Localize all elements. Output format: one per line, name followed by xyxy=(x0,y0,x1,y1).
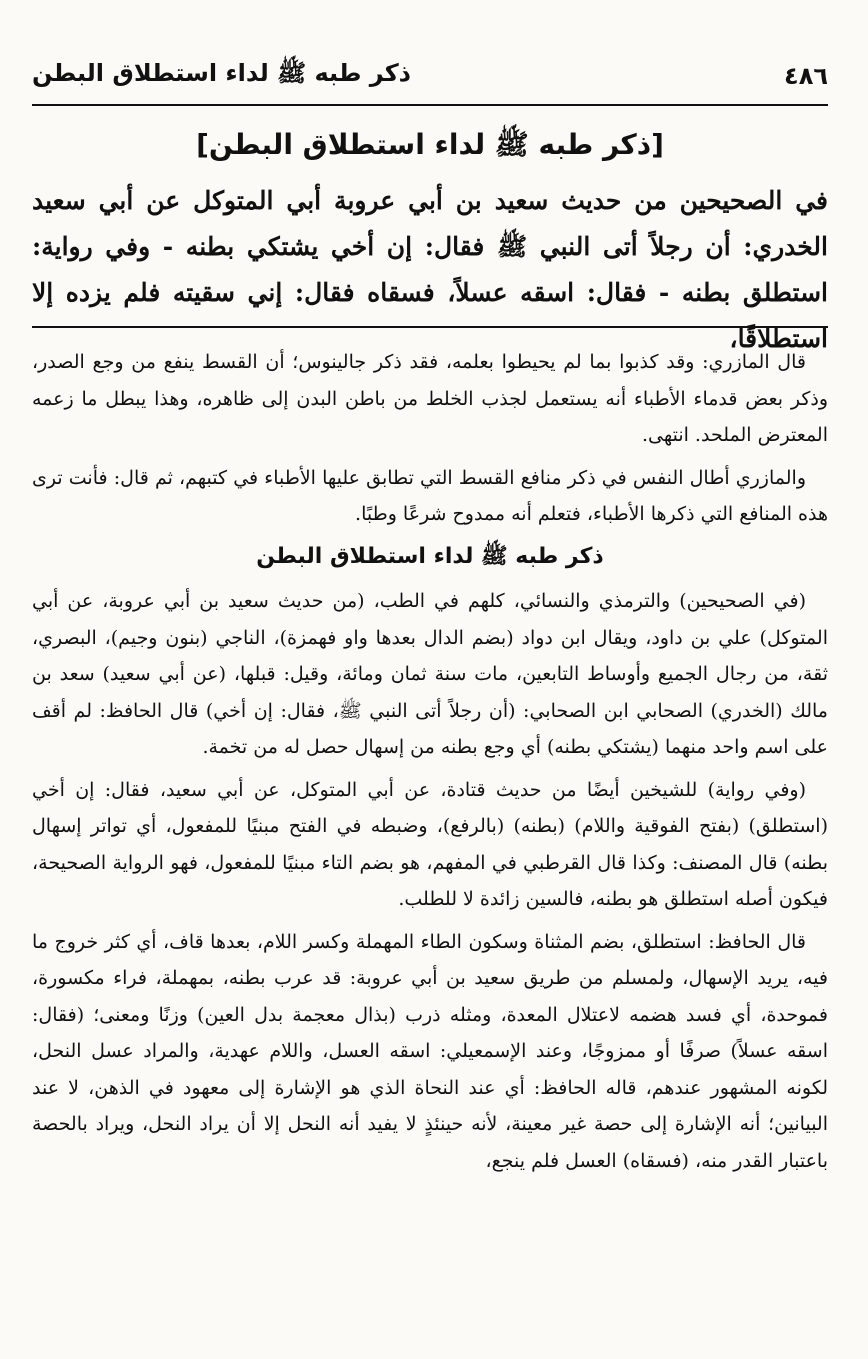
commentary-paragraph: قال الحافظ: استطلق، بضم المثناة وسكون الطاء المهملة وكسر اللام، بعدها قاف، أي كثر خروج ما فيه، يريد الإسهال، ولمسلم من طريق سعيد بن أبي عروبة: قد عرب بطنه، بمهملة، فراء مكسورة، فموحدة، أي فسد هضمه لاعتلال المعدة، ومثله ذرب (بذال معجمة بدل العين) وزنًا ومعنى؛ (فقال: اسقه عسلاً) صرفًا أو ممزوجًا، وعند الإسمعيلي: اسقه العسل، واللام عهدية، والمراد عسل النحل، لكونه المشهور عندهم، قاله الحافظ: أي عند النحاة الذي هو الإشارة إلى معهود في الذهن، لا عند البيانين؛ أنه الإشارة إلى حصة غير معينة، لأنه حينئذٍ لا يفيد أنه النحل إلا أن يراد النحل، ويراد بالحصة باعتبار القدر منه، (فسقاه) العسل فلم ينجع، xyxy=(32,930,828,1172)
commentary-paragraph: قال المازري: وقد كذبوا بما لم يحيطوا بعلمه، فقد ذكر جالينوس؛ أن القسط ينفع من وجع الصدر، وذكر بعض قدماء الأطباء أنه يستعمل لجذب الخلط من باطن البدن إلى ظاهره، وهذا يبطل ما زعمه المعترض الملحد. انتهى. xyxy=(32,351,828,446)
page-number: ٤٨٦ xyxy=(784,62,828,90)
running-header xyxy=(32,48,828,106)
commentary-paragraph: والمازري أطال النفس في ذكر منافع القسط التي تطابق عليها الأطباء في كتبهم، ثم قال: فأنت ترى هذه المنافع التي ذكرها الأطباء، فتعلم أنه ممدوح شرعًا وطبًا. xyxy=(32,466,828,525)
commentary-paragraph: (في الصحيحين) والترمذي والنسائي، كلهم في الطب، (من حديث سعيد بن أبي عروبة، عن أبي المتوكل) علي بن داود، ويقال ابن دواد (بضم الدال بعدها واو فهمزة)، الناجي (بنون وجيم)، البصري، ثقة، من رجال الجميع وأوساط التابعين، مات سنة ثمان ومائة، وقيل: قبلها، (عن أبي سعيد) سعد بن مالك (الخدري) الصحابي ابن الصحابي: (أن رجلاً أتى النبي ﷺ، فقال: إن أخي) قال الحافظ: لم أقف على اسم واحد منهما (يشتكي بطنه) أي وجع بطنه من إسهال حصل له من تخمة. xyxy=(32,590,828,758)
commentary-subheading: ذكر طبه ﷺ لداء استطلاق البطن xyxy=(256,543,604,569)
running-title: ذكر طبه ﷺ لداء استطلاق البطن xyxy=(32,59,411,87)
separator-rule xyxy=(32,326,828,328)
chapter-title: [ذكر طبه ﷺ لداء استطلاق البطن] xyxy=(196,128,664,161)
commentary-paragraph: (وفي رواية) للشيخين أيضًا من حديث قتادة، عن أبي المتوكل، عن أبي سعيد، فقال: إن أخي (استطلق) (بفتح الفوقية واللام) (بطنه) (بالرفع)، وضبطه في الفتح مبنيًا للمفعول، أي تواتر إسهال بطنه) قال المصنف: وكذا قال القرطبي في المفهم، هو بضم التاء مبنيًا للمفعول، فهو الرواية الصحيحة، فيكون أصله استطلق هو بطنه، فالسين زائدة لا للطلب. xyxy=(32,778,828,910)
main-text: في الصحيحين من حديث سعيد بن أبي عروبة أبي المتوكل عن أبي سعيد الخدري: أن رجلاً أتى النبي ﷺ فقال: إن أخي يشتكي بطنه - وفي رواية: استطلق بطنه - فقال: اسقه عسلاً، فسقاه فقال: إني سقيته فلم يزده إلا استطلاقًا، xyxy=(32,186,828,353)
commentary-section xyxy=(32,344,828,1341)
